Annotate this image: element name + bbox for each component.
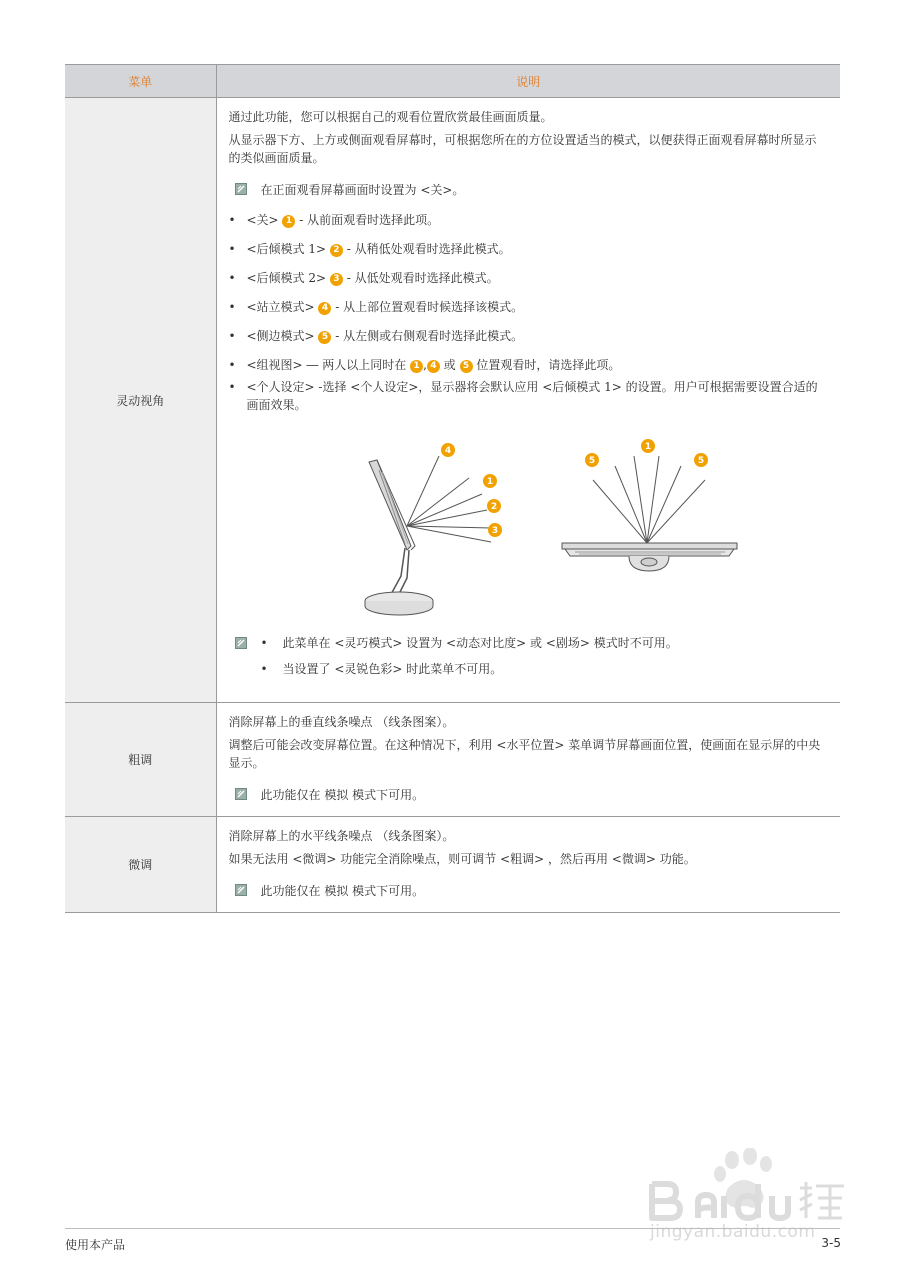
description-cell xyxy=(216,703,840,817)
menu-cell: 粗调 xyxy=(65,703,216,817)
note-icon xyxy=(235,637,247,649)
baidu-jingyan-watermark xyxy=(640,1148,850,1268)
note xyxy=(235,181,829,199)
note-list xyxy=(235,634,829,686)
side-view-rays xyxy=(407,456,491,542)
list-item: • <后倾模式 1> 2 - 从稍低处观看时选择此模式。 xyxy=(228,242,511,256)
footer-section-title: 使用本产品 xyxy=(65,1238,126,1252)
svg-text:1: 1 xyxy=(486,477,493,487)
note xyxy=(235,882,829,900)
list-item: • 此菜单在 <灵巧模式> 设置为 <动态对比度> 或 <剧场> 模式时不可用。 xyxy=(260,636,678,650)
circle-number-icon: 2 xyxy=(330,244,343,257)
table-row xyxy=(65,98,840,703)
description-cell xyxy=(216,817,840,913)
svg-text:3: 3 xyxy=(491,526,498,536)
list-item: • 当设置了 <灵锐色彩> 时此菜单不可用。 xyxy=(260,662,503,676)
table-row xyxy=(65,703,840,817)
mode-list xyxy=(229,211,829,414)
viewing-angle-illustration xyxy=(229,426,849,626)
monitor-top-view xyxy=(562,543,737,571)
list-item: • <关> 1 - 从前面观看时选择此项。 xyxy=(228,213,440,227)
menu-table xyxy=(65,64,840,913)
list-item: • <个人设定> -选择 <个人设定>，显示器将会默认应用 <后倾模式 1> 的设置。用户可根据需要设置合适的画面效果。 xyxy=(228,380,818,412)
note xyxy=(235,786,829,804)
description-line: 如果无法用 <微调> 功能完全消除噪点，则可调节 <粗调> ，然后再用 <微调> 功能。 xyxy=(228,852,696,866)
svg-text:5: 5 xyxy=(697,456,704,466)
note-text: 此功能仅在 模拟 模式下可用。 xyxy=(260,884,425,898)
svg-text:4: 4 xyxy=(444,446,451,456)
list-item: • <侧边模式> 5 - 从左侧或右侧观看时选择此模式。 xyxy=(228,329,524,343)
circle-number-icon: 5 xyxy=(318,331,331,344)
side-view-markers xyxy=(441,443,502,537)
description-line: 通过此功能，您可以根据自己的观看位置欣赏最佳画面质量。 xyxy=(228,110,553,124)
note-icon xyxy=(235,788,247,800)
svg-text:2: 2 xyxy=(490,502,497,512)
list-item: • <组视图> ― 两人以上同时在 1 , 4 或 5 位置观看时，请选择此项。 xyxy=(228,358,621,372)
menu-cell: 灵动视角 xyxy=(65,98,216,703)
circle-number-icon: 1 xyxy=(282,215,295,228)
note-text: 此功能仅在 模拟 模式下可用。 xyxy=(260,788,425,802)
table-header-row xyxy=(65,65,840,98)
list-item: • <后倾模式 2> 3 - 从低处观看时选择此模式。 xyxy=(228,271,499,285)
note-icon xyxy=(235,884,247,896)
table-row xyxy=(65,817,840,913)
description-line: 消除屏幕上的水平线条噪点 （线条图案）。 xyxy=(228,829,455,843)
description-line: 从显示器下方、上方或侧面观看屏幕时，可根据您所在的方位设置适当的模式，以便获得正面观看屏幕时所显示的类似画面质量。 xyxy=(228,133,817,165)
menu-cell: 微调 xyxy=(65,817,216,913)
watermark-text: jingyan.baidu.com xyxy=(650,1222,816,1242)
circle-number-icon: 4 xyxy=(318,302,331,315)
description-cell xyxy=(216,98,840,703)
note-text: 在正面观看屏幕画面时设置为 <关>。 xyxy=(260,183,465,197)
circle-number-icon: 1 xyxy=(410,360,423,373)
circle-number-icon: 5 xyxy=(460,360,473,373)
top-view-markers xyxy=(585,439,708,467)
circle-number-icon: 3 xyxy=(330,273,343,286)
note-icon xyxy=(235,183,247,195)
circle-number-icon: 4 xyxy=(427,360,440,373)
top-view-rays xyxy=(593,456,705,543)
header-menu: 菜单 xyxy=(65,65,216,98)
svg-text:1: 1 xyxy=(644,442,651,452)
footer-divider xyxy=(65,1228,840,1229)
page-number: 3-5 xyxy=(821,1236,841,1250)
header-description: 说明 xyxy=(216,65,840,98)
description-line: 消除屏幕上的垂直线条噪点 （线条图案）。 xyxy=(228,715,455,729)
list-item: • <站立模式> 4 - 从上部位置观看时候选择该模式。 xyxy=(228,300,524,314)
description-line: 调整后可能会改变屏幕位置。在这种情况下，利用 <水平位置> 菜单调节屏幕画面位置，使画面在显示屏的中央显示。 xyxy=(228,738,821,770)
monitor-side-view xyxy=(365,460,433,615)
viewing-angle-figure xyxy=(229,426,829,626)
svg-text:5: 5 xyxy=(588,456,595,466)
